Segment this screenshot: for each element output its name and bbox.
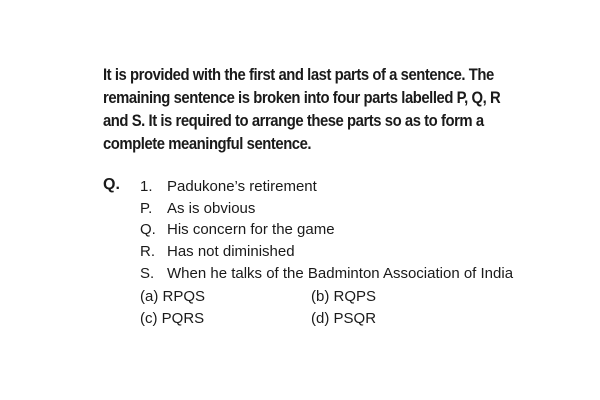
option-label: (a) [140,288,159,305]
option-c[interactable] [140,310,204,327]
instructions-line: It is provided with the first and last parts of a sentence. The [103,66,494,84]
option-label: (b) [311,288,330,305]
option-a[interactable] [140,288,205,305]
instructions-line: complete meaningful sentence. [103,135,312,153]
option-text: PQRS [161,310,205,327]
part-text: Padukone’s retirement [167,178,317,195]
option-label: (d) [311,310,330,327]
part-marker: R. [140,243,155,260]
part-marker: P. [140,200,153,217]
option-d[interactable] [311,310,376,327]
part-marker: Q. [140,221,156,238]
part-marker: 1. [140,178,153,195]
part-text: As is obvious [167,200,256,217]
option-text: RQPS [333,288,377,305]
part-text: When he talks of the Badminton Association of India [167,265,514,282]
question-label: Q. [103,176,120,193]
instructions-paragraph [103,64,501,156]
part-marker: S. [140,265,155,282]
option-text: PSQR [333,310,377,327]
part-text: Has not diminished [167,243,295,260]
instructions-line: remaining sentence is broken into four parts labelled P, Q, R [103,89,501,107]
option-b[interactable] [311,288,376,305]
instructions-line: and S. It is required to arrange these parts so as to form a [103,112,484,130]
option-label: (c) [140,310,158,327]
part-text: His concern for the game [167,221,335,238]
option-text: RPQS [162,288,206,305]
